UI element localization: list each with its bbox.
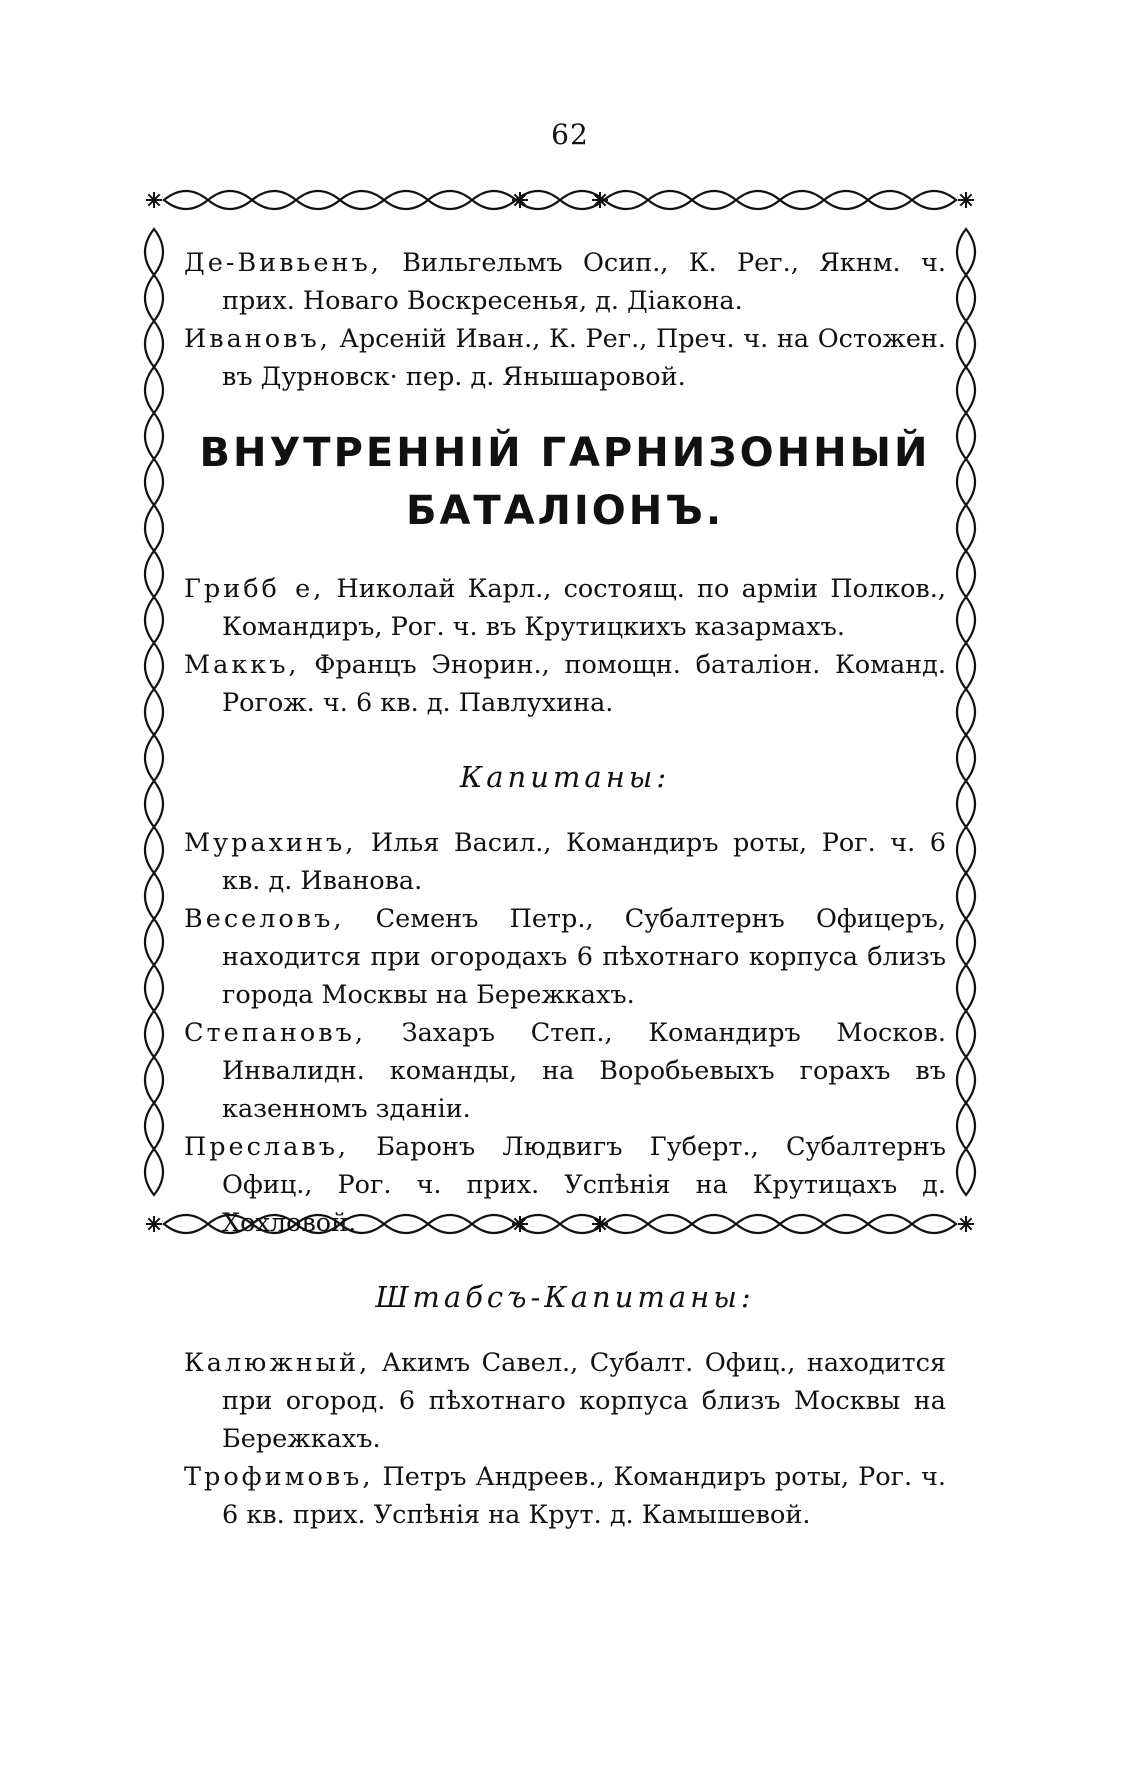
chain-link xyxy=(957,643,975,689)
chain-link xyxy=(736,191,780,209)
chain-link xyxy=(824,191,868,209)
heading-line-2: БАТАЛІОНЪ. xyxy=(405,488,725,534)
chain-link xyxy=(145,689,163,735)
heading-line-1: ВНУТРЕННІЙ ГАРНИЗОННЫЙ xyxy=(199,430,931,476)
chain-link xyxy=(957,459,975,505)
chain-link xyxy=(692,191,736,209)
chain-link xyxy=(145,367,163,413)
chain-link xyxy=(957,413,975,459)
chain-link xyxy=(145,597,163,643)
chain-link xyxy=(145,1149,163,1195)
chain-link xyxy=(957,1103,975,1149)
chain-link xyxy=(145,965,163,1011)
section-heading xyxy=(184,424,946,540)
section-title-captains: Капитаны: xyxy=(459,760,671,794)
list-item: Веселовъ, Семенъ Петр., Субалтернъ Офицеръ, находится при огородахъ 6 пѣхотнаго корпуса близъ города Москвы на Бережкахъ. xyxy=(184,904,946,1010)
chain-link xyxy=(145,413,163,459)
chain-link xyxy=(912,191,956,209)
chain-link xyxy=(957,689,975,735)
chain-link xyxy=(957,873,975,919)
chain-link xyxy=(145,229,163,275)
list-item: Степановъ, Захаръ Степ., Командиръ Москов. Инвалидн. команды, на Воробьевыхъ горахъ въ казенномъ зданіи. xyxy=(184,1018,946,1124)
section-title-staff-captains: Штабсъ-Капитаны: xyxy=(375,1280,755,1314)
ornamental-frame xyxy=(140,186,980,1530)
chain-link xyxy=(957,827,975,873)
list-item: Де-Вивьенъ, Вильгельмъ Осип., К. Рег., Якнм. ч. прих. Новаго Воскресенья, д. Діакона. xyxy=(184,248,947,316)
chain-link xyxy=(957,229,975,275)
list-item: Преславъ, Баронъ Людвигъ Губерт., Субалтернъ Офиц., Рог. ч. прих. Успѣнія на Крутицахъ д. Хохловой. xyxy=(184,1132,946,1238)
border-star-ornament xyxy=(512,192,528,208)
chain-link xyxy=(145,643,163,689)
border-star-ornament xyxy=(146,192,162,208)
chain-link xyxy=(957,505,975,551)
chain-link xyxy=(957,551,975,597)
chain-link xyxy=(384,191,428,209)
chain-link xyxy=(957,919,975,965)
page-content xyxy=(184,244,946,1534)
border-star-ornament xyxy=(592,192,608,208)
chain-link xyxy=(145,919,163,965)
chain-link xyxy=(296,191,340,209)
list-item: Калюжный, Акимъ Савел., Субалт. Офиц., находится при огород. 6 пѣхотнаго корпуса близъ Москвы на Бережкахъ. xyxy=(184,1348,946,1454)
chain-link xyxy=(957,1011,975,1057)
chain-link xyxy=(648,191,692,209)
chain-link xyxy=(340,191,384,209)
chain-link xyxy=(957,1057,975,1103)
chain-link xyxy=(868,191,912,209)
chain-link xyxy=(957,275,975,321)
chain-link xyxy=(145,551,163,597)
chain-link xyxy=(145,781,163,827)
chain-link xyxy=(145,1103,163,1149)
chain-link xyxy=(780,191,824,209)
chain-link xyxy=(957,597,975,643)
chain-link xyxy=(957,735,975,781)
chain-link xyxy=(957,1149,975,1195)
list-item: Грибб е, Николай Карл., состоящ. по арміи Полков., Командиръ, Рог. ч. въ Крутицкихъ казармахъ. xyxy=(184,574,946,642)
chain-link xyxy=(164,191,208,209)
chain-link xyxy=(957,781,975,827)
chain-link xyxy=(145,1057,163,1103)
border-star-ornament xyxy=(958,1216,974,1232)
chain-link xyxy=(604,191,648,209)
chain-link xyxy=(957,965,975,1011)
chain-link xyxy=(957,367,975,413)
list-item: Маккъ, Францъ Энорин., помощн. баталіон. Команд. Рогож. ч. 6 кв. д. Павлухина. xyxy=(184,650,946,718)
chain-link xyxy=(145,827,163,873)
chain-link xyxy=(145,275,163,321)
chain-link xyxy=(252,191,296,209)
chain-link xyxy=(145,459,163,505)
page-number: 62 xyxy=(551,118,589,151)
chain-link xyxy=(957,321,975,367)
chain-link xyxy=(428,191,472,209)
list-item: Трофимовъ, Петръ Андреев., Командиръ роты, Рог. ч. 6 кв. прих. Успѣнія на Крут. д. Камышевой. xyxy=(184,1462,946,1530)
list-item: Ивановъ, Арсеній Иван., К. Рег., Преч. ч. на Остожен. въ Дурновск· пер. д. Янышаровой. xyxy=(184,324,947,392)
chain-link xyxy=(145,505,163,551)
chain-link xyxy=(145,1011,163,1057)
chain-link xyxy=(145,873,163,919)
chain-link xyxy=(145,321,163,367)
chain-link xyxy=(145,735,163,781)
list-item: Мурахинъ, Илья Васил., Командиръ роты, Рог. ч. 6 кв. д. Иванова. xyxy=(184,828,946,896)
chain-link xyxy=(208,191,252,209)
border-star-ornament xyxy=(958,192,974,208)
border-star-ornament xyxy=(146,1216,162,1232)
chain-link xyxy=(472,191,516,209)
